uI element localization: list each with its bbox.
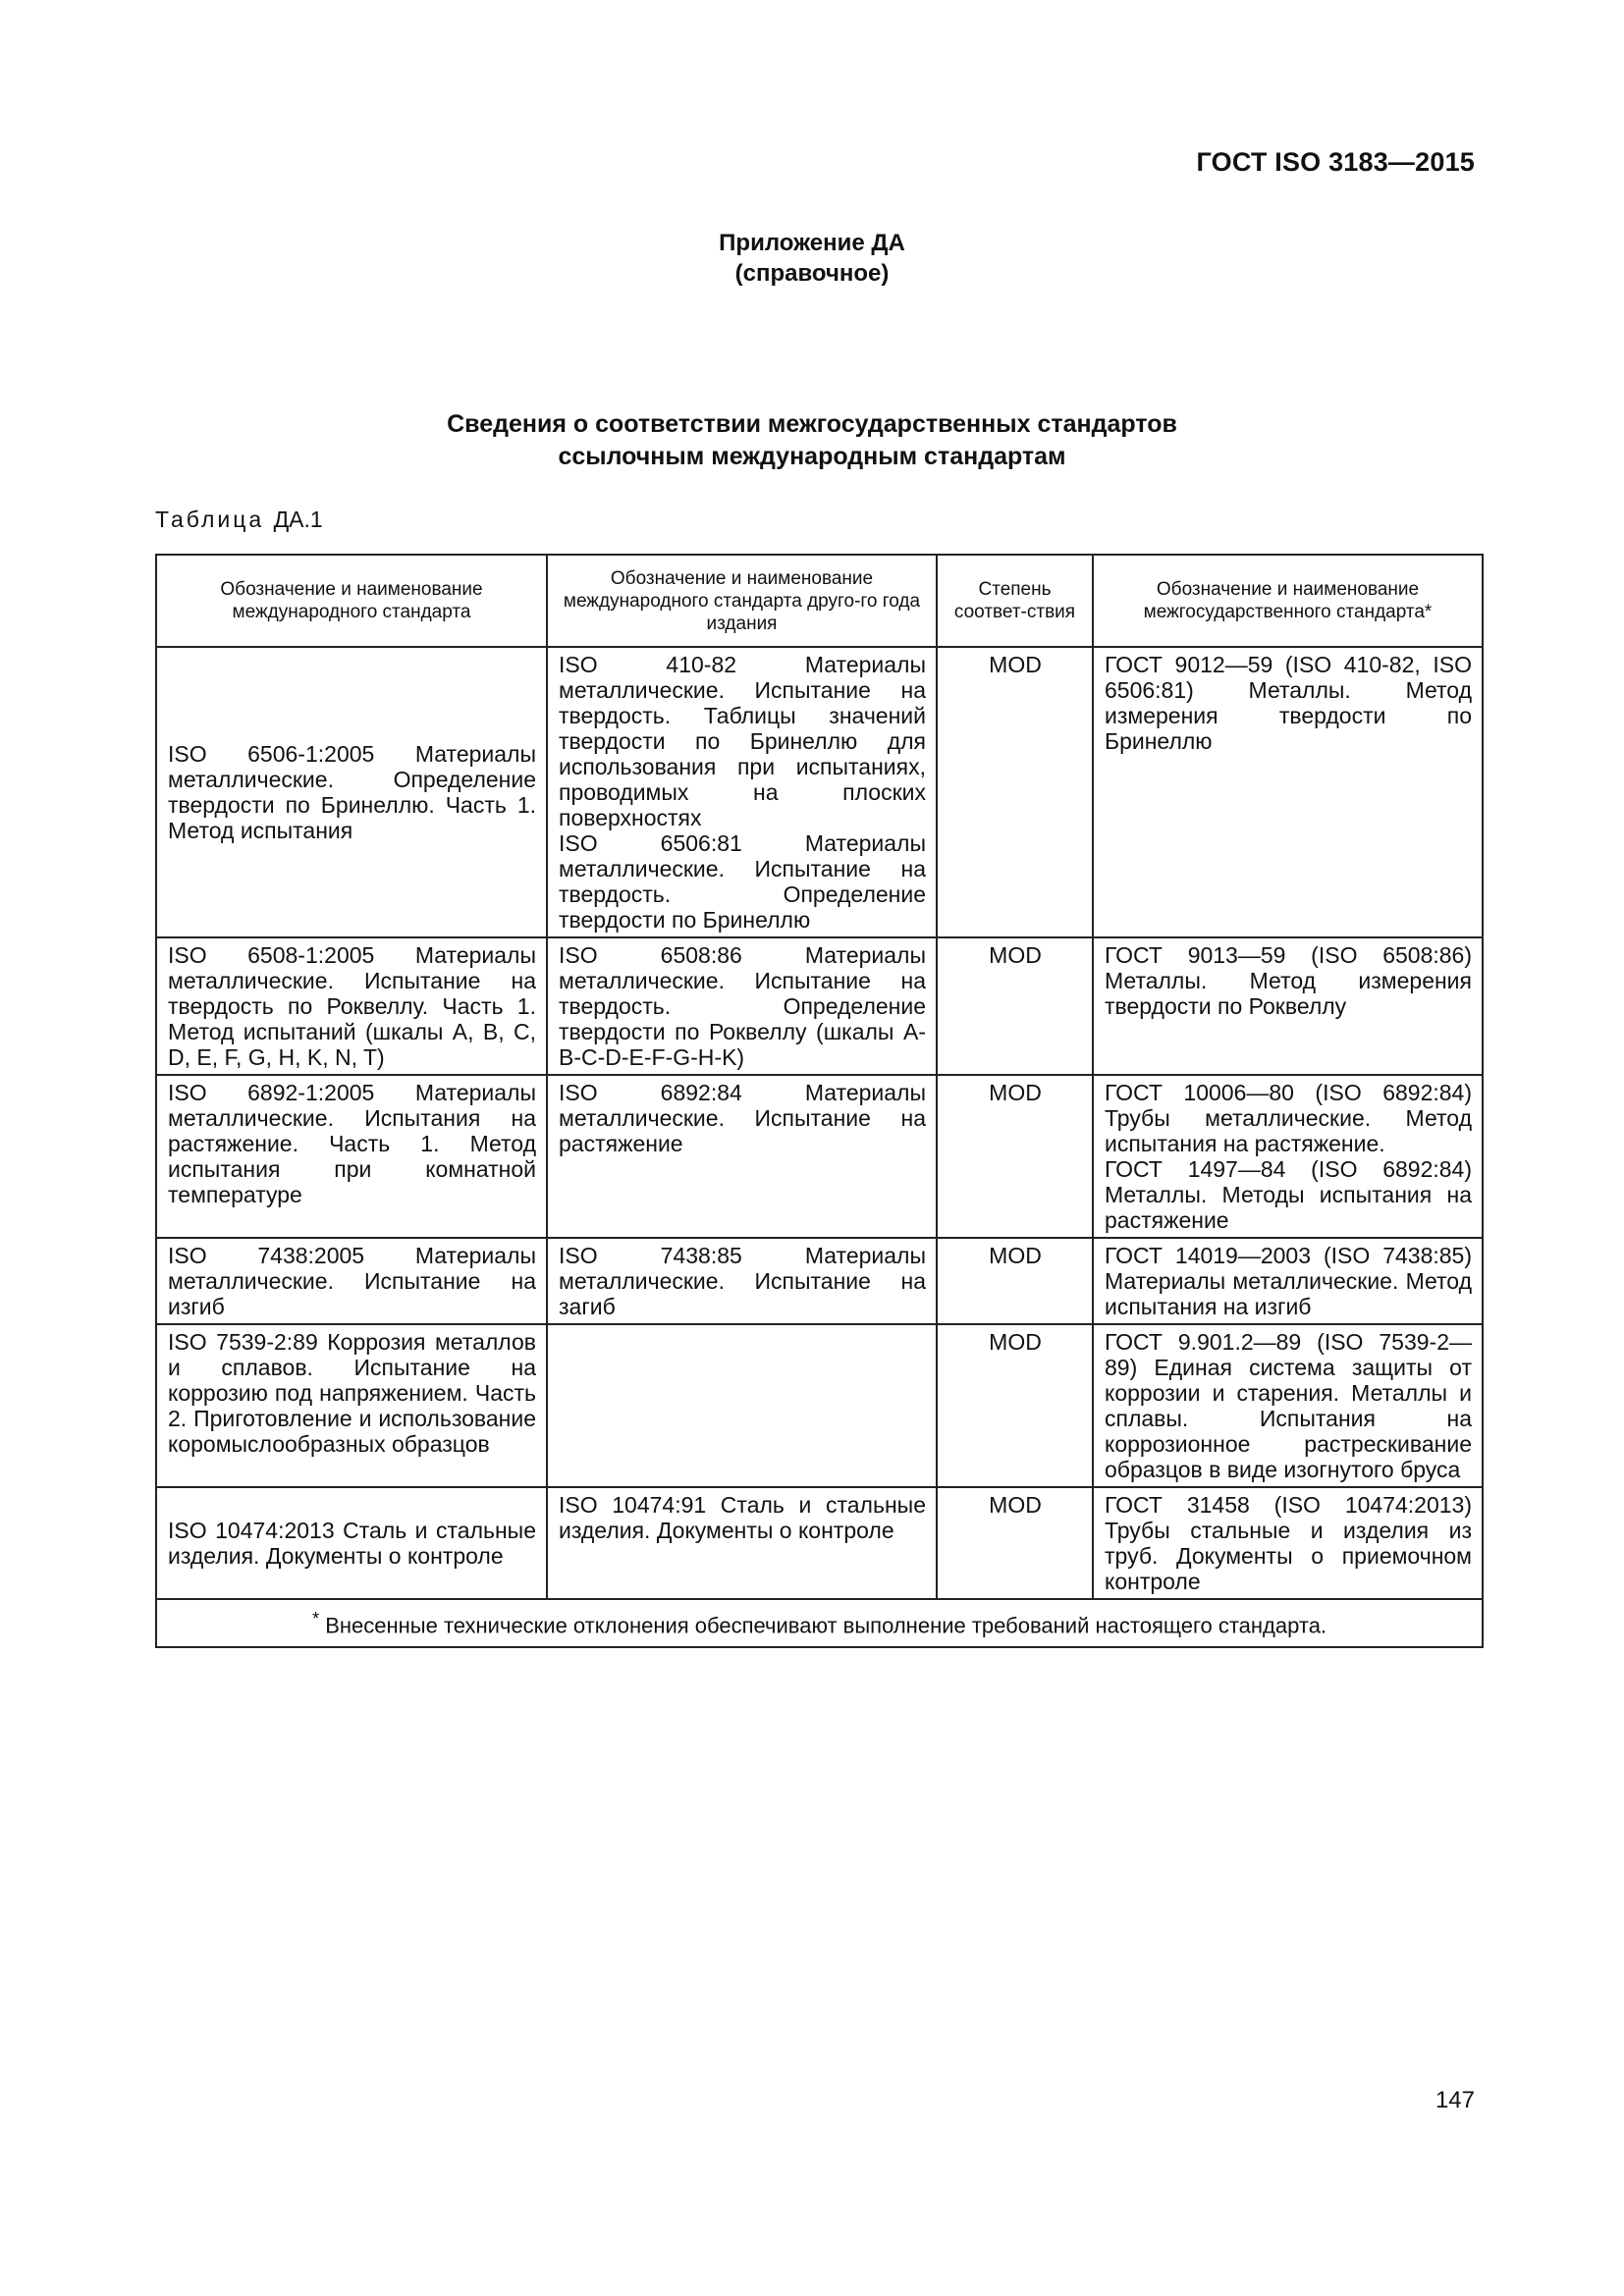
- document-id: ГОСТ ISO 3183—2015: [1196, 147, 1475, 177]
- cell-degree: MOD: [937, 1324, 1093, 1487]
- section-title-line2: ссылочным международным стандартам: [558, 443, 1066, 470]
- cell-interstate-entry: ГОСТ 10006—80 (ISO 6892:84) Трубы металлические. Метод испытания на растяжение.: [1105, 1080, 1472, 1156]
- table-row: [156, 1487, 1483, 1599]
- cell-other-entry: ISO 6506:81 Материалы металлические. Испытание на твердость. Определение твердости по Бринеллю: [559, 830, 926, 933]
- cell-interstate-entry: ГОСТ 9012—59 (ISO 410-82, ISO 6506:81) Металлы. Метод измерения твердости по Бринеллю: [1105, 652, 1472, 754]
- cell-interstate: [1093, 1075, 1483, 1238]
- cell-other: [547, 937, 937, 1075]
- table-row: [156, 937, 1483, 1075]
- cell-degree: MOD: [937, 937, 1093, 1075]
- cell-degree: MOD: [937, 1075, 1093, 1238]
- page-number: 147: [1435, 2087, 1475, 2113]
- table-row: [156, 1075, 1483, 1238]
- appendix-title: Приложение ДА: [719, 230, 905, 256]
- cell-interstate: [1093, 1324, 1483, 1487]
- table-caption-label: Таблица: [155, 507, 265, 532]
- section-title-line1: Сведения о соответствии межгосударственных стандартов: [447, 410, 1177, 438]
- cell-interstate-entry: ГОСТ 31458 (ISO 10474:2013) Трубы стальные и изделия из труб. Документы о приемочном контроле: [1105, 1492, 1472, 1594]
- cell-intl: ISO 6508-1:2005 Материалы металлические. Испытание на твердость по Роквеллу. Часть 1. Метод испытаний (шкалы A, B, C, D, E, F, G, H, K, N, T): [156, 937, 547, 1075]
- cell-intl: ISO 7539-2:89 Коррозия металлов и сплавов. Испытание на коррозию под напряжением. Часть 2. Приготовление и использование коромыслообразных образцов: [156, 1324, 547, 1487]
- cell-other-entry: ISO 6508:86 Материалы металлические. Испытание на твердость. Определение твердости по Роквеллу (шкалы A-B-C-D-E-F-G-H-K): [559, 942, 926, 1070]
- cell-other: [547, 647, 937, 937]
- cell-interstate-entry: ГОСТ 9013—59 (ISO 6508:86) Металлы. Метод измерения твердости по Роквеллу: [1105, 942, 1472, 1019]
- cell-other-entry: ISO 6892:84 Материалы металлические. Испытание на растяжение: [559, 1080, 926, 1156]
- cell-interstate: [1093, 937, 1483, 1075]
- cell-other: [547, 1075, 937, 1238]
- table-footnote: [156, 1599, 1483, 1647]
- column-header-interstate: Обозначение и наименование межгосударственного стандарта*: [1093, 555, 1483, 647]
- cell-interstate-entry: ГОСТ 9.901.2—89 (ISO 7539-2—89) Единая система защиты от коррозии и старения. Металлы и сплавы. Испытания на коррозионное растрескивание образцов в виде изогнутого бруса: [1105, 1329, 1472, 1482]
- table-header-row: [156, 555, 1483, 647]
- appendix-heading: [0, 228, 1624, 289]
- cell-intl: ISO 6892-1:2005 Материалы металлические. Испытания на растяжение. Часть 1. Метод испытания при комнатной температуре: [156, 1075, 547, 1238]
- column-header-degree: Степень соответ-ствия: [937, 555, 1093, 647]
- cell-interstate: [1093, 1238, 1483, 1324]
- cell-intl: ISO 10474:2013 Сталь и стальные изделия. Документы о контроле: [156, 1487, 547, 1599]
- cell-intl: ISO 6506-1:2005 Материалы металлические. Определение твердости по Бринеллю. Часть 1. Метод испытания: [156, 647, 547, 937]
- cell-other-entry: ISO 410-82 Материалы металлические. Испытание на твердость. Таблицы значений твердости по Бринеллю для использования при испытаниях, проводимых на плоских поверхностях: [559, 652, 926, 830]
- cell-interstate-entry: ГОСТ 1497—84 (ISO 6892:84) Металлы. Методы испытания на растяжение: [1105, 1156, 1472, 1233]
- table-caption: [155, 507, 323, 533]
- cell-other-empty: [547, 1324, 937, 1487]
- footnote-mark: *: [311, 1608, 320, 1629]
- cell-degree: MOD: [937, 1238, 1093, 1324]
- standards-table: [155, 554, 1484, 1648]
- cell-degree: MOD: [937, 1487, 1093, 1599]
- footnote-row: [156, 1599, 1483, 1647]
- column-header-intl: Обозначение и наименование международного стандарта: [156, 555, 547, 647]
- table-caption-number: ДА.1: [273, 507, 323, 532]
- cell-degree: MOD: [937, 647, 1093, 937]
- cell-other: [547, 1487, 937, 1599]
- cell-interstate: [1093, 1487, 1483, 1599]
- table-row: [156, 1238, 1483, 1324]
- column-header-other: Обозначение и наименование международного стандарта друго-го года издания: [547, 555, 937, 647]
- cell-intl: ISO 7438:2005 Материалы металлические. Испытание на изгиб: [156, 1238, 547, 1324]
- table-row: [156, 647, 1483, 937]
- cell-interstate-entry: ГОСТ 14019—2003 (ISO 7438:85) Материалы металлические. Метод испытания на изгиб: [1105, 1243, 1472, 1319]
- appendix-subtitle: (справочное): [734, 260, 890, 287]
- cell-other-entry: ISO 7438:85 Материалы металлические. Испытание на загиб: [559, 1243, 926, 1319]
- cell-other: [547, 1238, 937, 1324]
- table-row: [156, 1324, 1483, 1487]
- section-title: [0, 408, 1624, 473]
- footnote-text: Внесенные технические отклонения обеспечивают выполнение требований настоящего стандарта.: [325, 1613, 1327, 1638]
- cell-interstate: [1093, 647, 1483, 937]
- cell-other-entry: ISO 10474:91 Сталь и стальные изделия. Документы о контроле: [559, 1492, 926, 1543]
